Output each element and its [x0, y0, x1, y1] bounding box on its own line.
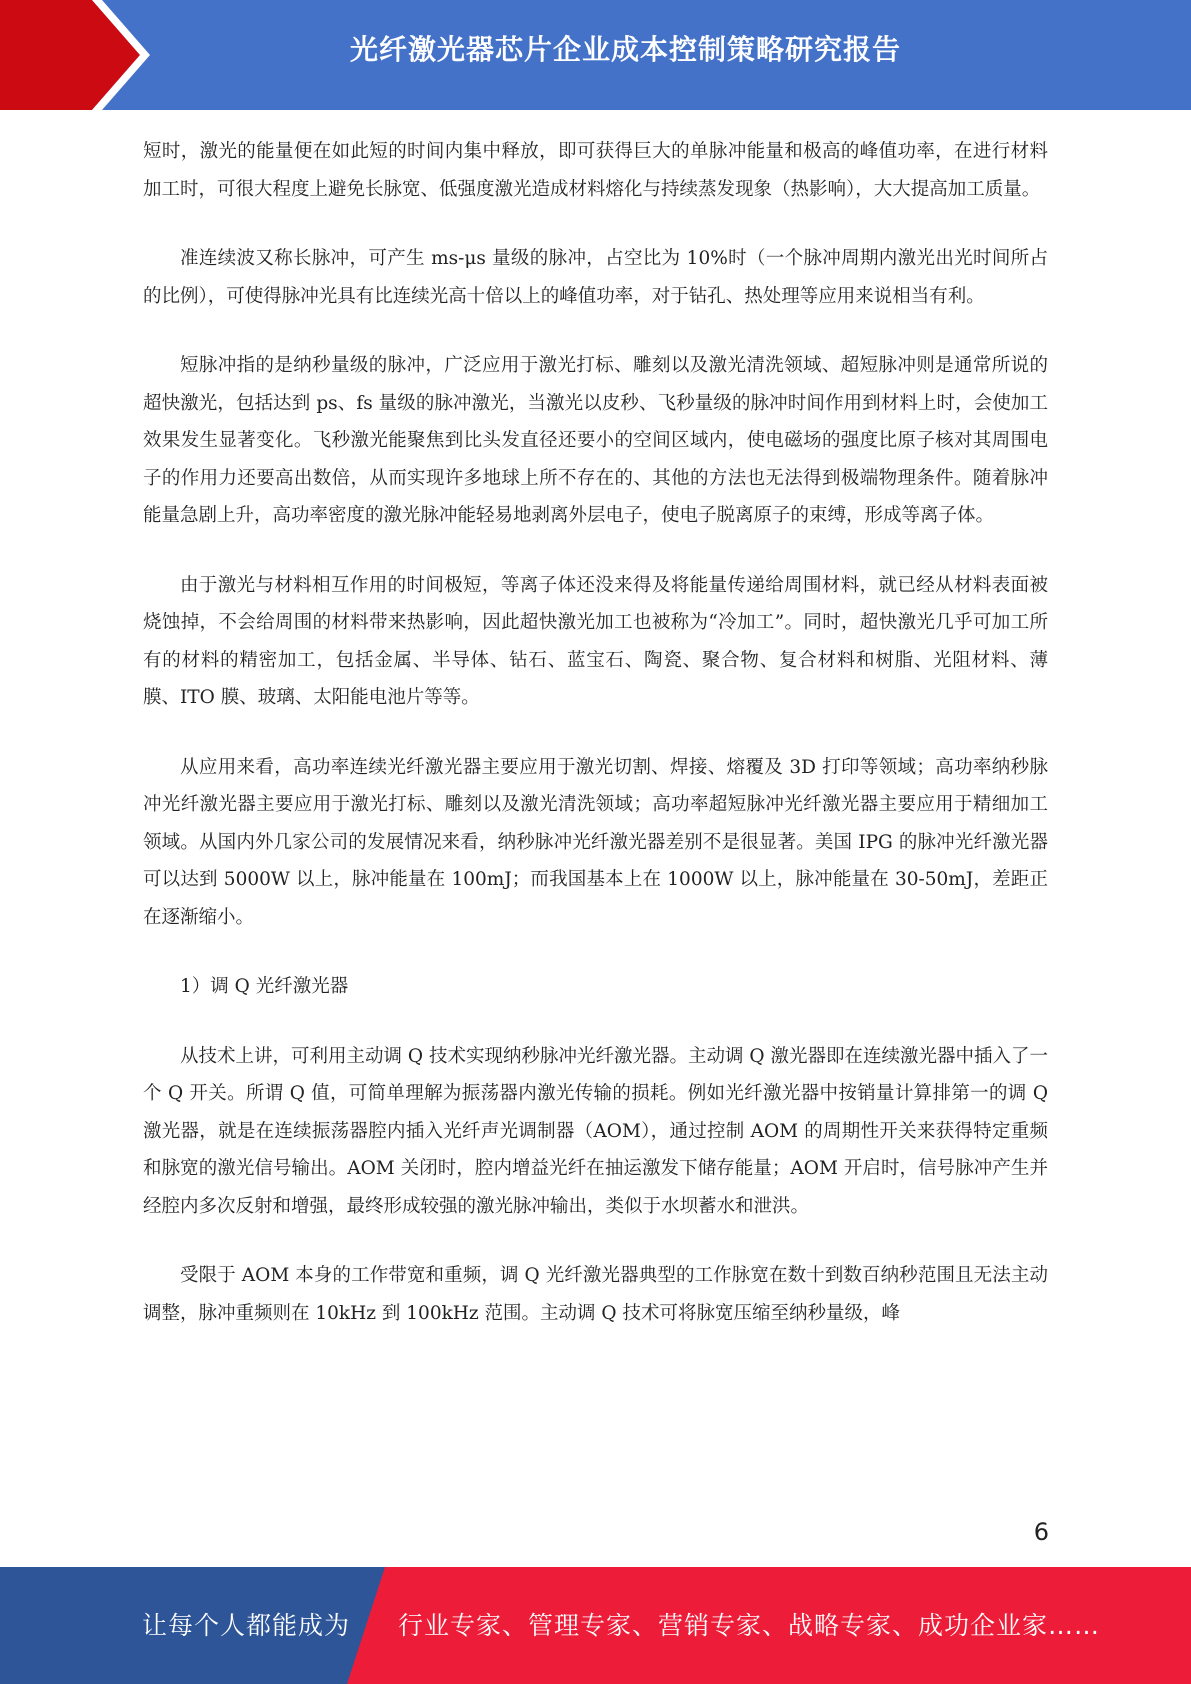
body-paragraph: 受限于 AOM 本身的工作带宽和重频，调 Q 光纤激光器典型的工作脉宽在数十到数百纳秒范围且无法主动调整，脉冲重频则在 10kHz 到 100kHz 范围。主动调 Q 技术可将脉宽压缩至纳秒量级，峰 — [143, 1265, 1048, 1324]
page-number: 6 — [1033, 1518, 1049, 1546]
page-header — [0, 0, 1191, 110]
header-red-arrow-decoration — [0, 0, 140, 110]
footer-slogan-left: 让每个人都能成为 — [142, 1611, 351, 1640]
section-heading: 1）调 Q 光纤激光器 — [180, 976, 349, 997]
body-paragraph: 由于激光与材料相互作用的时间极短，等离子体还没来得及将能量传递给周围材料，就已经从材料表面被烧蚀掉，不会给周围的材料带来热影响，因此超快激光加工也被称为“冷加工”。同时，超快激光几乎可加工所有的材料的精密加工，包括金属、半导体、钻石、蓝宝石、陶瓷、聚合物、复合材料和树脂、光阻材料、薄膜、ITO 膜、玻璃、太阳能电池片等等。 — [143, 574, 1048, 708]
body-paragraph: 短脉冲指的是纳秒量级的脉冲，广泛应用于激光打标、雕刻以及激光清洗领域、超短脉冲则是通常所说的超快激光，包括达到 ps、fs 量级的脉冲激光，当激光以皮秒、飞秒量级的脉冲时间作用到材料上时，会使加工效果发生显著变化。飞秒激光能聚焦到比头发直径还要小的空间区域内，使电磁场的强度比原子核对其周围电子的作用力还要高出数倍，从而实现许多地球上所不存在的、其他的方法也无法得到极端物理条件。随着脉冲能量急剧上升，高功率密度的激光脉冲能轻易地剥离外层电子，使电子脱离原子的束缚，形成等离子体。 — [143, 355, 1048, 526]
body-paragraph: 短时，激光的能量便在如此短的时间内集中释放，即可获得巨大的单脉冲能量和极高的峰值功率，在进行材料加工时，可很大程度上避免长脉宽、低强度激光造成材料熔化与持续蒸发现象（热影响），大大提高加工质量。 — [143, 141, 1048, 200]
footer-slogan-right: 行业专家、管理专家、营销专家、战略专家、成功企业家…… — [398, 1611, 1101, 1640]
page-footer — [0, 1567, 1191, 1684]
document-body — [143, 133, 1048, 1364]
body-paragraph: 从应用来看，高功率连续光纤激光器主要应用于激光切割、焊接、熔覆及 3D 打印等领域；高功率纳秒脉冲光纤激光器主要应用于激光打标、雕刻以及激光清洗领域；高功率超短脉冲光纤激光器主要应用于精细加工领域。从国内外几家公司的发展情况来看，纳秒脉冲光纤激光器差别不是很显著。美国 IPG 的脉冲光纤激光器可以达到 5000W 以上，脉冲能量在 100mJ；而我国基本上在 1000W 以上，脉冲能量在 30-50mJ，差距正在逐渐缩小。 — [143, 756, 1048, 928]
body-paragraph: 准连续波又称长脉冲，可产生 ms-μs 量级的脉冲，占空比为 10%时（一个脉冲周期内激光出光时间所占的比例），可使得脉冲光具有比连续光高十倍以上的峰值功率，对于钻孔、热处理等应用来说相当有利。 — [143, 248, 1048, 307]
report-title: 光纤激光器芯片企业成本控制策略研究报告 — [349, 33, 901, 66]
body-paragraph: 从技术上讲，可利用主动调 Q 技术实现纳秒脉冲光纤激光器。主动调 Q 激光器即在连续激光器中插入了一个 Q 开关。所谓 Q 值，可简单理解为振荡器内激光传输的损耗。例如光纤激光器中按销量计算排第一的调 Q 激光器，就是在连续振荡器腔内插入光纤声光调制器（AOM），通过控制 AOM 的周期性开关来获得特定重频和脉宽的激光信号输出。AOM 关闭时，腔内增益光纤在抽运激发下储存能量；AOM 开启时，信号脉冲产生并经腔内多次反射和增强，最终形成较强的激光脉冲输出，类似于水坝蓄水和泄洪。 — [143, 1045, 1048, 1217]
